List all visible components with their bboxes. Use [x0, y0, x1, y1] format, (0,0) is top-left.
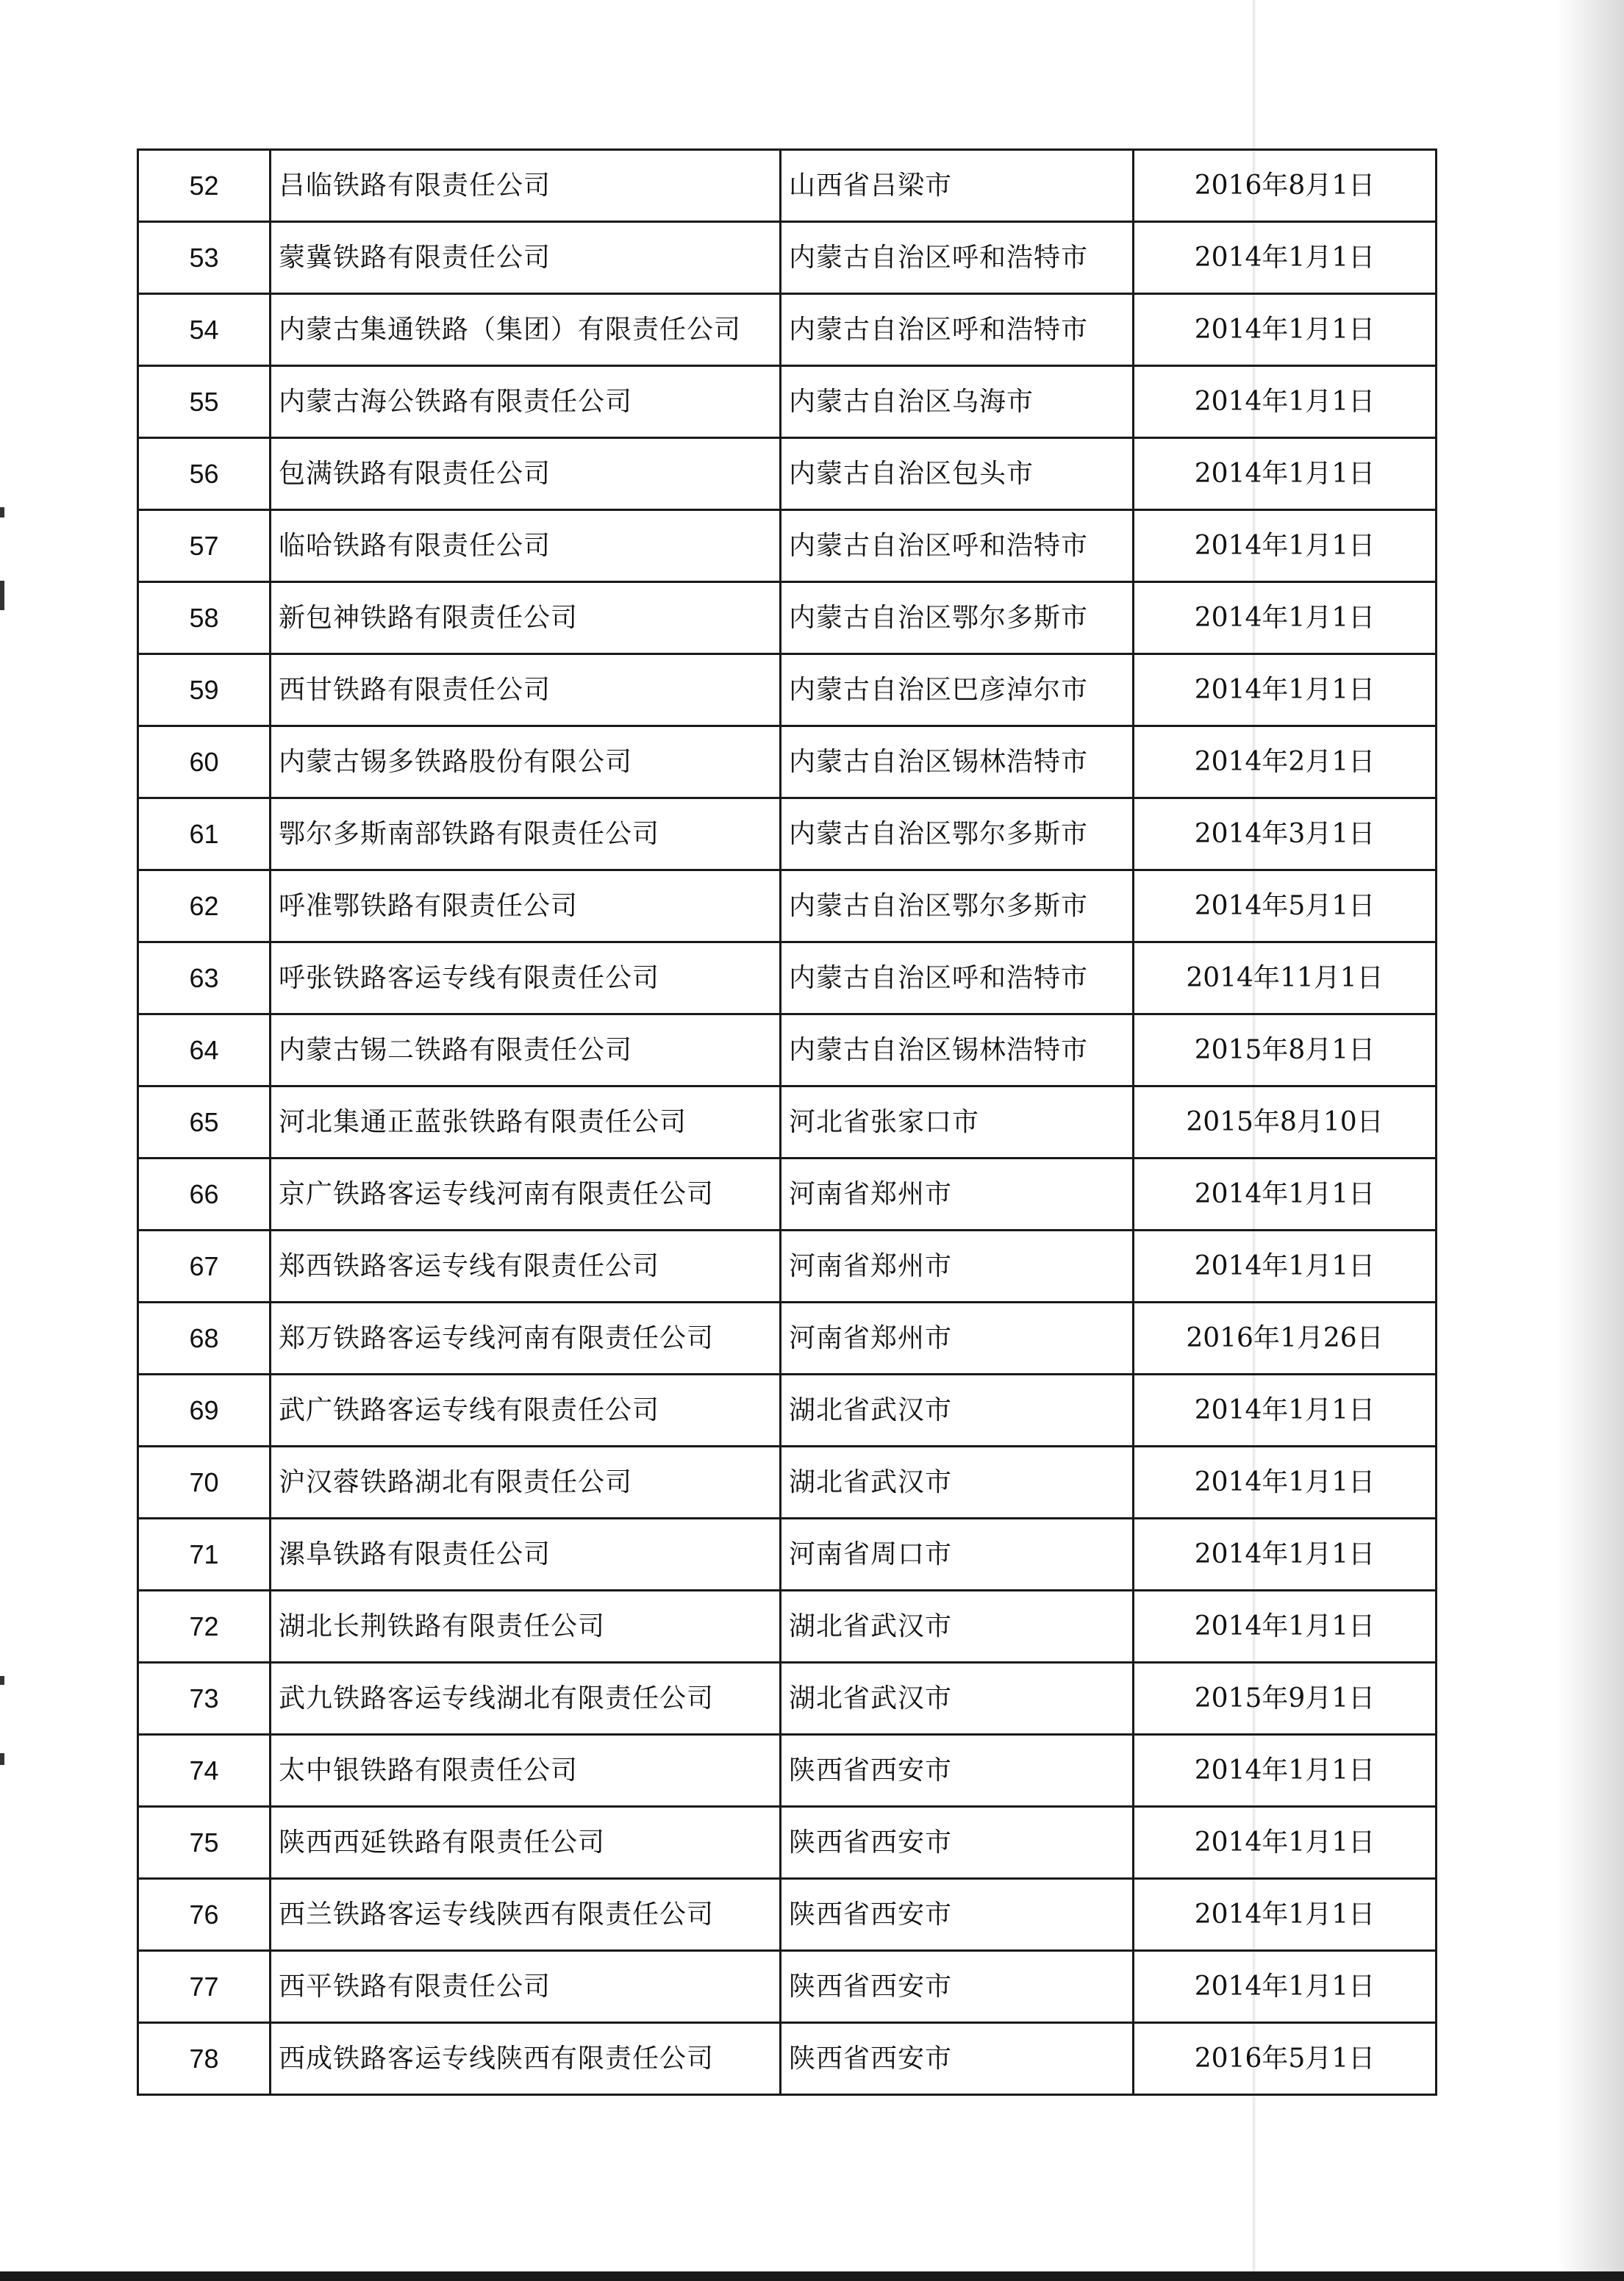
row-number: 59	[138, 654, 271, 726]
table-row	[138, 1879, 1437, 1951]
effective-date: 2014年1月1日	[1134, 1375, 1437, 1447]
effective-date: 2016年5月1日	[1134, 2023, 1437, 2095]
row-number: 57	[138, 510, 271, 582]
company-location: 内蒙古自治区呼和浩特市	[781, 222, 1134, 294]
effective-date: 2014年1月1日	[1134, 294, 1437, 366]
company-location: 内蒙古自治区乌海市	[781, 366, 1134, 438]
effective-date: 2014年1月1日	[1134, 1591, 1437, 1663]
company-location: 湖北省武汉市	[781, 1375, 1134, 1447]
company-location: 河南省郑州市	[781, 1231, 1134, 1303]
effective-date: 2015年8月10日	[1134, 1086, 1437, 1159]
effective-date: 2014年1月1日	[1134, 1231, 1437, 1303]
table-row	[138, 1951, 1437, 2023]
table-row	[138, 1231, 1437, 1303]
scan-page-edge-shadow	[1557, 0, 1624, 2281]
table-row	[138, 222, 1437, 294]
railway-company-table	[137, 148, 1437, 2096]
table-row	[138, 438, 1437, 510]
company-location: 陕西省西安市	[781, 1735, 1134, 1807]
row-number: 69	[138, 1375, 271, 1447]
row-number: 72	[138, 1591, 271, 1663]
table-row	[138, 1375, 1437, 1447]
row-number: 54	[138, 294, 271, 366]
company-location: 河南省郑州市	[781, 1159, 1134, 1231]
row-number: 66	[138, 1159, 271, 1231]
company-name: 西成铁路客运专线陕西有限责任公司	[271, 2023, 781, 2095]
effective-date: 2014年1月1日	[1134, 1951, 1437, 2023]
effective-date: 2014年1月1日	[1134, 1879, 1437, 1951]
table-row	[138, 1591, 1437, 1663]
company-name: 河北集通正蓝张铁路有限责任公司	[271, 1086, 781, 1159]
row-number: 76	[138, 1879, 271, 1951]
table-row	[138, 1447, 1437, 1519]
company-location: 湖北省武汉市	[781, 1591, 1134, 1663]
row-number: 62	[138, 870, 271, 942]
company-name: 呼张铁路客运专线有限责任公司	[271, 942, 781, 1014]
table-row	[138, 654, 1437, 726]
company-name: 武广铁路客运专线有限责任公司	[271, 1375, 781, 1447]
row-number: 55	[138, 366, 271, 438]
effective-date: 2014年1月1日	[1134, 1735, 1437, 1807]
table-row	[138, 942, 1437, 1014]
company-name: 西甘铁路有限责任公司	[271, 654, 781, 726]
company-name: 郑西铁路客运专线有限责任公司	[271, 1231, 781, 1303]
company-name: 陕西西延铁路有限责任公司	[271, 1807, 781, 1879]
company-name: 京广铁路客运专线河南有限责任公司	[271, 1159, 781, 1231]
effective-date: 2014年11月1日	[1134, 942, 1437, 1014]
table-row	[138, 1159, 1437, 1231]
row-number: 78	[138, 2023, 271, 2095]
company-name: 西兰铁路客运专线陕西有限责任公司	[271, 1879, 781, 1951]
company-location: 内蒙古自治区鄂尔多斯市	[781, 582, 1134, 654]
company-name: 临哈铁路有限责任公司	[271, 510, 781, 582]
table-row	[138, 1735, 1437, 1807]
company-name: 武九铁路客运专线湖北有限责任公司	[271, 1663, 781, 1735]
table-row	[138, 150, 1437, 222]
effective-date: 2014年1月1日	[1134, 1519, 1437, 1591]
row-number: 53	[138, 222, 271, 294]
company-name: 呼准鄂铁路有限责任公司	[271, 870, 781, 942]
company-name: 郑万铁路客运专线河南有限责任公司	[271, 1303, 781, 1375]
effective-date: 2016年1月26日	[1134, 1303, 1437, 1375]
company-location: 湖北省武汉市	[781, 1447, 1134, 1519]
row-number: 65	[138, 1086, 271, 1159]
effective-date: 2014年5月1日	[1134, 870, 1437, 942]
row-number: 75	[138, 1807, 271, 1879]
company-location: 内蒙古自治区鄂尔多斯市	[781, 870, 1134, 942]
effective-date: 2014年1月1日	[1134, 438, 1437, 510]
company-location: 河南省周口市	[781, 1519, 1134, 1591]
company-name: 鄂尔多斯南部铁路有限责任公司	[271, 798, 781, 870]
company-name: 内蒙古海公铁路有限责任公司	[271, 366, 781, 438]
row-number: 73	[138, 1663, 271, 1735]
row-number: 77	[138, 1951, 271, 2023]
effective-date: 2014年2月1日	[1134, 726, 1437, 798]
company-name: 吕临铁路有限责任公司	[271, 150, 781, 222]
company-location: 陕西省西安市	[781, 2023, 1134, 2095]
scan-margin-mark	[0, 507, 4, 518]
table-row	[138, 1807, 1437, 1879]
company-name: 包满铁路有限责任公司	[271, 438, 781, 510]
effective-date: 2014年1月1日	[1134, 510, 1437, 582]
table-row	[138, 1086, 1437, 1159]
company-name: 湖北长荆铁路有限责任公司	[271, 1591, 781, 1663]
company-location: 内蒙古自治区鄂尔多斯市	[781, 798, 1134, 870]
company-name: 内蒙古集通铁路（集团）有限责任公司	[271, 294, 781, 366]
company-name: 太中银铁路有限责任公司	[271, 1735, 781, 1807]
row-number: 56	[138, 438, 271, 510]
table-row	[138, 2023, 1437, 2095]
company-name: 新包神铁路有限责任公司	[271, 582, 781, 654]
row-number: 74	[138, 1735, 271, 1807]
row-number: 61	[138, 798, 271, 870]
table-body	[138, 150, 1437, 2095]
scan-margin-mark	[0, 581, 4, 610]
company-location: 河北省张家口市	[781, 1086, 1134, 1159]
table-row	[138, 366, 1437, 438]
table-row	[138, 726, 1437, 798]
row-number: 70	[138, 1447, 271, 1519]
company-name: 内蒙古锡多铁路股份有限公司	[271, 726, 781, 798]
effective-date: 2014年1月1日	[1134, 582, 1437, 654]
row-number: 60	[138, 726, 271, 798]
effective-date: 2014年1月1日	[1134, 1807, 1437, 1879]
scan-margin-mark	[0, 1753, 4, 1765]
effective-date: 2014年1月1日	[1134, 366, 1437, 438]
company-location: 陕西省西安市	[781, 1807, 1134, 1879]
table-row	[138, 582, 1437, 654]
company-location: 内蒙古自治区呼和浩特市	[781, 942, 1134, 1014]
company-location: 内蒙古自治区锡林浩特市	[781, 1014, 1134, 1086]
effective-date: 2014年3月1日	[1134, 798, 1437, 870]
company-location: 内蒙古自治区呼和浩特市	[781, 294, 1134, 366]
company-name: 漯阜铁路有限责任公司	[271, 1519, 781, 1591]
scan-bottom-border	[0, 2271, 1624, 2281]
company-name: 内蒙古锡二铁路有限责任公司	[271, 1014, 781, 1086]
effective-date: 2014年1月1日	[1134, 654, 1437, 726]
company-name: 沪汉蓉铁路湖北有限责任公司	[271, 1447, 781, 1519]
scan-margin-mark	[0, 1676, 4, 1685]
company-location: 山西省吕梁市	[781, 150, 1134, 222]
row-number: 63	[138, 942, 271, 1014]
effective-date: 2015年8月1日	[1134, 1014, 1437, 1086]
company-location: 内蒙古自治区呼和浩特市	[781, 510, 1134, 582]
row-number: 71	[138, 1519, 271, 1591]
company-location: 内蒙古自治区包头市	[781, 438, 1134, 510]
table-row	[138, 510, 1437, 582]
table-row	[138, 1303, 1437, 1375]
company-name: 西平铁路有限责任公司	[271, 1951, 781, 2023]
table-row	[138, 1663, 1437, 1735]
row-number: 67	[138, 1231, 271, 1303]
row-number: 68	[138, 1303, 271, 1375]
effective-date: 2016年8月1日	[1134, 150, 1437, 222]
company-location: 河南省郑州市	[781, 1303, 1134, 1375]
company-location: 陕西省西安市	[781, 1951, 1134, 2023]
company-location: 内蒙古自治区锡林浩特市	[781, 726, 1134, 798]
effective-date: 2014年1月1日	[1134, 1159, 1437, 1231]
row-number: 52	[138, 150, 271, 222]
table-row	[138, 798, 1437, 870]
table-row	[138, 294, 1437, 366]
row-number: 58	[138, 582, 271, 654]
company-name: 蒙冀铁路有限责任公司	[271, 222, 781, 294]
row-number: 64	[138, 1014, 271, 1086]
table-row	[138, 1014, 1437, 1086]
company-location: 陕西省西安市	[781, 1879, 1134, 1951]
company-location: 内蒙古自治区巴彦淖尔市	[781, 654, 1134, 726]
effective-date: 2015年9月1日	[1134, 1663, 1437, 1735]
table-row	[138, 1519, 1437, 1591]
table-row	[138, 870, 1437, 942]
effective-date: 2014年1月1日	[1134, 222, 1437, 294]
company-location: 湖北省武汉市	[781, 1663, 1134, 1735]
effective-date: 2014年1月1日	[1134, 1447, 1437, 1519]
